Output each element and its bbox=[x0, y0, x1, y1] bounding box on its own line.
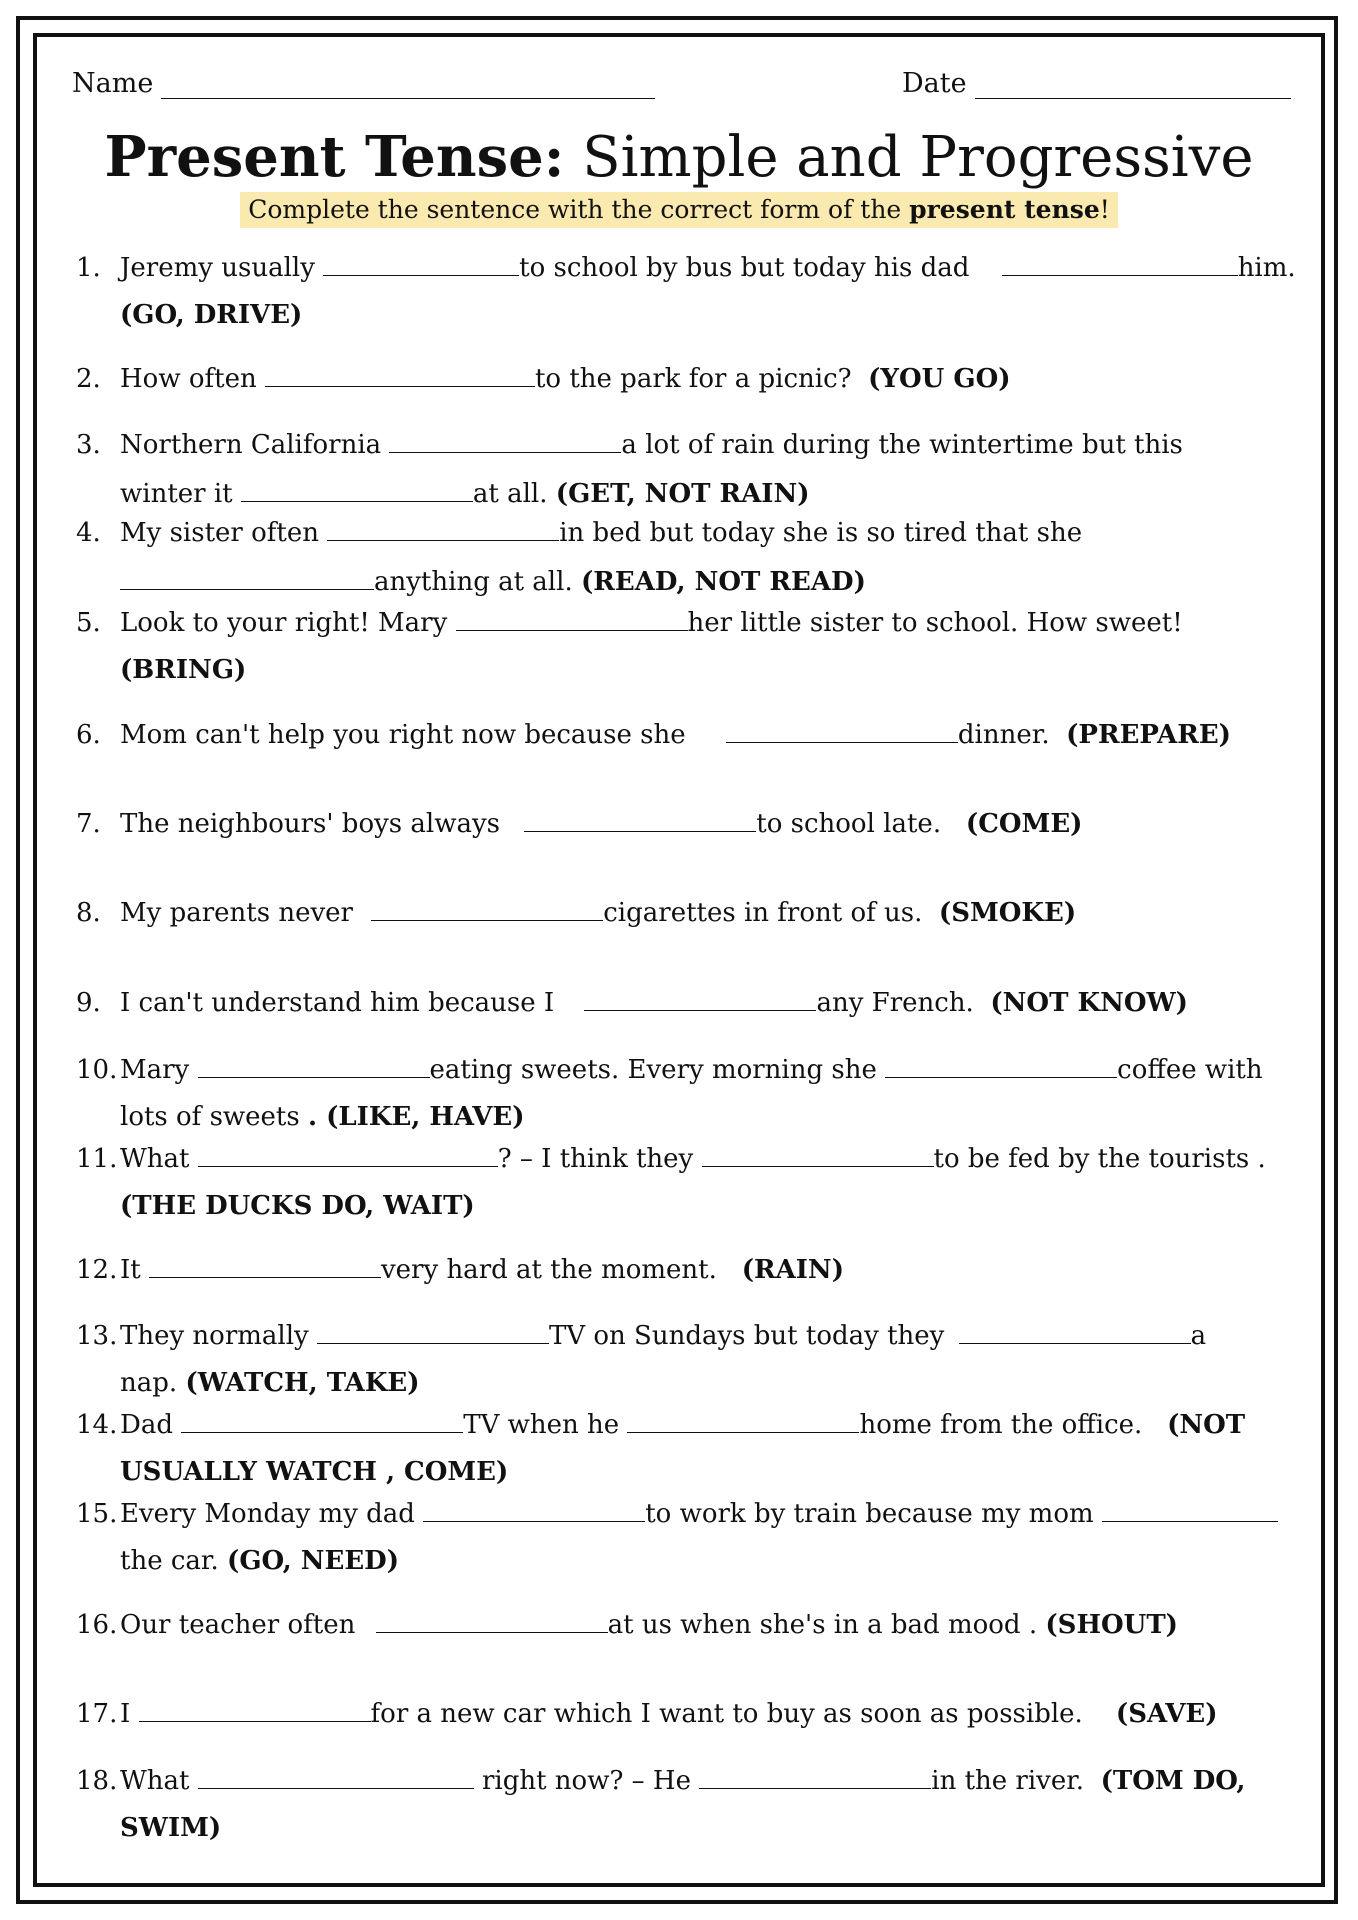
instructions-bold: present tense bbox=[909, 195, 1100, 224]
question-text: to work by train because my mom bbox=[645, 1499, 1102, 1529]
instructions-end: ! bbox=[1099, 195, 1110, 224]
question-text: nap. bbox=[120, 1368, 178, 1398]
question-text: to the park for a picnic? bbox=[534, 364, 852, 394]
answer-blank[interactable] bbox=[627, 1400, 859, 1433]
question-number: 6. bbox=[76, 720, 101, 750]
question-4 bbox=[76, 508, 1298, 606]
date-field bbox=[902, 68, 1291, 99]
answer-blank[interactable] bbox=[959, 1311, 1191, 1344]
question-16 bbox=[76, 1600, 1298, 1649]
verb-hint: (SMOKE) bbox=[938, 898, 1077, 928]
question-number: 3. bbox=[76, 430, 101, 460]
question-text: My sister often bbox=[120, 518, 328, 548]
question-text: a lot of rain during the wintertime but this bbox=[621, 430, 1183, 460]
question-text: Mary bbox=[120, 1055, 198, 1085]
answer-blank[interactable] bbox=[456, 598, 688, 631]
question-text: in bed but today she is so tired that she bbox=[559, 518, 1083, 548]
question-text: Jeremy usually bbox=[120, 253, 324, 283]
question-text: dinner. bbox=[957, 720, 1050, 750]
title-bold: Present Tense: bbox=[104, 124, 565, 190]
answer-blank[interactable] bbox=[376, 1600, 608, 1633]
question-text: Mom can't help you right now because she bbox=[120, 720, 694, 750]
question-text: to be fed by the tourists . bbox=[933, 1144, 1266, 1174]
question-text: They normally bbox=[120, 1321, 317, 1351]
answer-blank[interactable] bbox=[389, 420, 621, 453]
question-number: 14. bbox=[76, 1410, 118, 1440]
question-text: her little sister to school. How sweet! bbox=[687, 608, 1183, 638]
question-text: at us when she's in a bad mood . bbox=[607, 1610, 1038, 1640]
question-text: Dad bbox=[120, 1410, 182, 1440]
title-regular: Simple and Progressive bbox=[564, 125, 1254, 190]
instructions bbox=[240, 192, 1118, 228]
question-10 bbox=[76, 1045, 1298, 1141]
answer-blank[interactable] bbox=[327, 508, 559, 541]
verb-hint: (YOU GO) bbox=[868, 364, 1011, 394]
question-18 bbox=[76, 1756, 1298, 1852]
question-text: to school late. bbox=[756, 809, 942, 839]
question-5 bbox=[76, 598, 1298, 694]
question-text: The neighbours' boys always bbox=[120, 809, 509, 839]
question-number: 11. bbox=[76, 1144, 118, 1174]
question-text: the car. bbox=[120, 1546, 219, 1576]
question-2 bbox=[76, 354, 1298, 403]
answer-blank[interactable] bbox=[371, 888, 603, 921]
verb-hint: (GO, NEED) bbox=[227, 1546, 399, 1576]
question-text: My parents never bbox=[120, 898, 362, 928]
question-12 bbox=[76, 1245, 1298, 1294]
verb-hint: (GET, NOT RAIN) bbox=[555, 479, 810, 509]
verb-hint: (READ, NOT READ) bbox=[580, 567, 866, 597]
question-text: anything at all. bbox=[374, 567, 573, 597]
verb-hint: (RAIN) bbox=[741, 1255, 844, 1285]
verb-hint: (SHOUT) bbox=[1045, 1610, 1178, 1640]
question-text: TV when he bbox=[463, 1410, 628, 1440]
question-number: 18. bbox=[76, 1766, 118, 1796]
answer-blank[interactable] bbox=[885, 1045, 1117, 1078]
question-7 bbox=[76, 799, 1298, 848]
question-number: 12. bbox=[76, 1255, 118, 1285]
verb-hint: . (LIKE, HAVE) bbox=[308, 1102, 525, 1132]
question-text: It bbox=[120, 1255, 149, 1285]
question-text: very hard at the moment. bbox=[380, 1255, 717, 1285]
answer-blank[interactable] bbox=[181, 1400, 463, 1433]
answer-blank[interactable] bbox=[726, 710, 958, 743]
question-13 bbox=[76, 1311, 1298, 1407]
answer-blank[interactable] bbox=[139, 1689, 371, 1722]
instructions-text: Complete the sentence with the correct form of the bbox=[248, 195, 910, 224]
question-text: Our teacher often bbox=[120, 1610, 364, 1640]
answer-blank[interactable] bbox=[702, 1134, 934, 1167]
answer-blank[interactable] bbox=[198, 1045, 430, 1078]
question-text: at all. bbox=[472, 479, 548, 509]
question-text: TV on Sundays but today they bbox=[549, 1321, 953, 1351]
question-text: right now? – He bbox=[473, 1766, 700, 1796]
answer-blank[interactable] bbox=[198, 1756, 474, 1789]
question-number: 16. bbox=[76, 1610, 118, 1640]
date-label: Date bbox=[902, 68, 967, 99]
question-text: eating sweets. Every morning she bbox=[429, 1055, 886, 1085]
verb-hint: USUALLY WATCH , COME) bbox=[120, 1457, 509, 1487]
question-text: in the river. bbox=[931, 1766, 1085, 1796]
question-text: home from the office. bbox=[859, 1410, 1143, 1440]
instructions-wrap bbox=[0, 192, 1358, 228]
verb-hint: (NOT KNOW) bbox=[990, 988, 1188, 1018]
verb-hint: (SAVE) bbox=[1115, 1699, 1218, 1729]
question-number: 7. bbox=[76, 809, 101, 839]
question-text: Every Monday my dad bbox=[120, 1499, 424, 1529]
answer-blank[interactable] bbox=[241, 469, 473, 502]
question-text: coffee with bbox=[1117, 1055, 1263, 1085]
verb-hint: (BRING) bbox=[120, 655, 247, 685]
question-number: 2. bbox=[76, 364, 101, 394]
question-text: What bbox=[120, 1144, 198, 1174]
question-text: a bbox=[1190, 1321, 1207, 1351]
date-input-line[interactable] bbox=[975, 70, 1291, 99]
question-14 bbox=[76, 1400, 1298, 1496]
question-text: to school by bus but today his dad bbox=[519, 253, 978, 283]
question-number: 13. bbox=[76, 1321, 118, 1351]
question-number: 4. bbox=[76, 518, 101, 548]
page-title bbox=[0, 122, 1358, 193]
question-number: 1. bbox=[76, 253, 101, 283]
question-number: 17. bbox=[76, 1699, 118, 1729]
question-text: ? – I think they bbox=[497, 1144, 702, 1174]
question-text: for a new car which I want to buy as soon as possible. bbox=[370, 1699, 1083, 1729]
answer-blank[interactable] bbox=[120, 557, 374, 590]
answer-blank[interactable] bbox=[584, 978, 816, 1011]
question-number: 8. bbox=[76, 898, 101, 928]
answer-blank[interactable] bbox=[423, 1489, 645, 1522]
answer-blank[interactable] bbox=[265, 354, 535, 387]
verb-hint: (NOT bbox=[1167, 1410, 1246, 1440]
verb-hint: (GO, DRIVE) bbox=[120, 300, 303, 330]
answer-blank[interactable] bbox=[149, 1245, 381, 1278]
verb-hint: (THE DUCKS DO, WAIT) bbox=[120, 1191, 475, 1221]
name-input-line[interactable] bbox=[161, 70, 655, 99]
answer-blank[interactable] bbox=[1002, 243, 1238, 276]
question-3 bbox=[76, 420, 1298, 518]
verb-hint: (TOM DO, bbox=[1100, 1766, 1246, 1796]
question-15 bbox=[76, 1489, 1298, 1585]
question-17 bbox=[76, 1689, 1298, 1738]
answer-blank[interactable] bbox=[524, 799, 756, 832]
verb-hint: (WATCH, TAKE) bbox=[185, 1368, 420, 1398]
question-text: I can't understand him because I bbox=[120, 988, 563, 1018]
answer-blank[interactable] bbox=[198, 1134, 498, 1167]
answer-blank[interactable] bbox=[1102, 1489, 1278, 1522]
question-text: any French. bbox=[816, 988, 974, 1018]
question-11 bbox=[76, 1134, 1298, 1230]
verb-hint: (COME) bbox=[965, 809, 1083, 839]
header-row bbox=[72, 68, 1286, 108]
question-text: winter it bbox=[120, 479, 241, 509]
question-text: him. bbox=[1237, 253, 1296, 283]
question-6 bbox=[76, 710, 1298, 759]
question-text: How often bbox=[120, 364, 265, 394]
question-text: What bbox=[120, 1766, 198, 1796]
question-number: 15. bbox=[76, 1499, 118, 1529]
question-9 bbox=[76, 978, 1298, 1027]
answer-blank[interactable] bbox=[699, 1756, 931, 1789]
question-text: I bbox=[120, 1699, 139, 1729]
question-number: 10. bbox=[76, 1055, 118, 1085]
question-text: Northern California bbox=[120, 430, 390, 460]
question-1 bbox=[76, 243, 1298, 339]
answer-blank[interactable] bbox=[323, 243, 519, 276]
question-text: lots of sweets bbox=[120, 1102, 308, 1132]
question-number: 9. bbox=[76, 988, 101, 1018]
question-text: cigarettes in front of us. bbox=[603, 898, 923, 928]
verb-hint: SWIM) bbox=[120, 1813, 222, 1843]
answer-blank[interactable] bbox=[317, 1311, 549, 1344]
question-8 bbox=[76, 888, 1298, 937]
question-number: 5. bbox=[76, 608, 101, 638]
question-text: Look to your right! Mary bbox=[120, 608, 456, 638]
name-field bbox=[72, 68, 655, 99]
name-label: Name bbox=[72, 68, 154, 99]
verb-hint: (PREPARE) bbox=[1066, 720, 1231, 750]
